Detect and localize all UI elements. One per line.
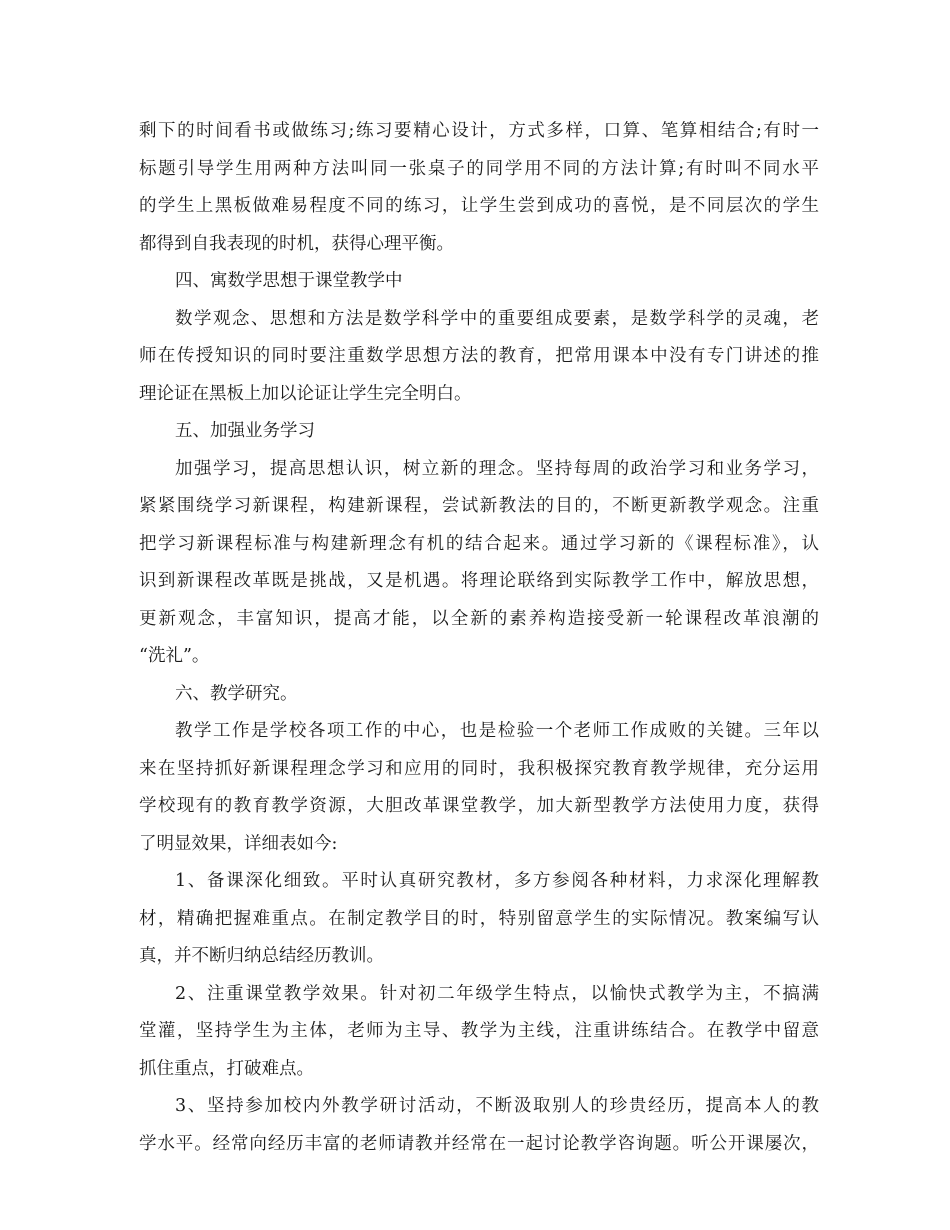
- text-line: 更新观念，丰富知识，提高才能，以全新的素养构造接受新一轮课程改革浪潮的: [139, 608, 819, 629]
- text-line: 标题引导学生用两种方法叫同一张桌子的同学用不同的方法计算;有时叫不同水平: [139, 158, 819, 179]
- text-line: “洗礼”。: [139, 646, 210, 666]
- text-line: 都得到自我表现的时机，获得心理平衡。: [139, 233, 454, 254]
- text-line: 2、注重课堂教学效果。针对初二年级学生特点，以愉快式教学为主，不搞满: [175, 983, 819, 1004]
- text-line: 堂灌，坚持学生为主体，老师为主导、教学为主线，注重讲练结合。在教学中留意: [139, 1021, 819, 1041]
- section-heading: 四、寓数学思想于课堂教学中: [175, 271, 403, 291]
- section-heading: 五、加强业务学习: [175, 421, 315, 441]
- section-heading: 六、教学研究。: [175, 683, 298, 704]
- text-line: 材，精确把握难重点。在制定教学目的时，特别留意学生的实际情况。教案编写认: [139, 908, 819, 929]
- text-line: 的学生上黑板做难易程度不同的练习，让学生尝到成功的喜悦，是不同层次的学生: [139, 196, 819, 216]
- text-line: 抓住重点，打破难点。: [139, 1058, 314, 1079]
- text-line: 加强学习，提高思想认识，树立新的理念。坚持每周的政治学习和业务学习，: [175, 458, 819, 479]
- text-line: 剩下的时间看书或做练习;练习要精心设计，方式多样，口算、笔算相结合;有时一: [139, 121, 819, 141]
- text-line: 把学习新课程标准与构建新理念有机的结合起来。通过学习新的《课程标准》，认: [139, 533, 819, 554]
- body-text: [139, 113, 819, 1163]
- text-line: 学水平。经常向经历丰富的老师请教并经常在一起讨论教学咨询题。听公开课屡次，: [139, 1133, 819, 1154]
- text-line: 真，并不断归纳总结经历教训。: [139, 946, 384, 966]
- text-line: 3、坚持参加校内外教学研讨活动，不断汲取别人的珍贵经历，提高本人的教: [175, 1096, 819, 1116]
- text-line: 紧紧围绕学习新课程，构建新课程，尝试新教法的目的，不断更新教学观念。注重: [139, 496, 819, 516]
- text-line: 理论证在黑板上加以论证让学生完全明白。: [139, 383, 472, 404]
- text-line: 数学观念、思想和方法是数学科学中的重要组成要素，是数学科学的灵魂，老: [175, 308, 819, 329]
- text-line: 来在坚持抓好新课程理念学习和应用的同时，我积极探究教育教学规律，充分运用: [139, 758, 819, 779]
- text-line: 了明显效果，详细表如今:: [139, 833, 338, 854]
- text-line: 识到新课程改革既是挑战，又是机遇。将理论联络到实际教学工作中，解放思想，: [139, 571, 819, 591]
- text-line: 1、备课深化细致。平时认真研究教材，多方参阅各种材料，力求深化理解教: [175, 871, 819, 891]
- text-line: 师在传授知识的同时要注重数学思想方法的教育，把常用课本中没有专门讲述的推: [139, 346, 819, 366]
- text-line: 学校现有的教育教学资源，大胆改革课堂教学，加大新型教学方法使用力度，获得: [139, 796, 819, 816]
- text-line: 教学工作是学校各项工作的中心，也是检验一个老师工作成败的关键。三年以: [175, 721, 819, 741]
